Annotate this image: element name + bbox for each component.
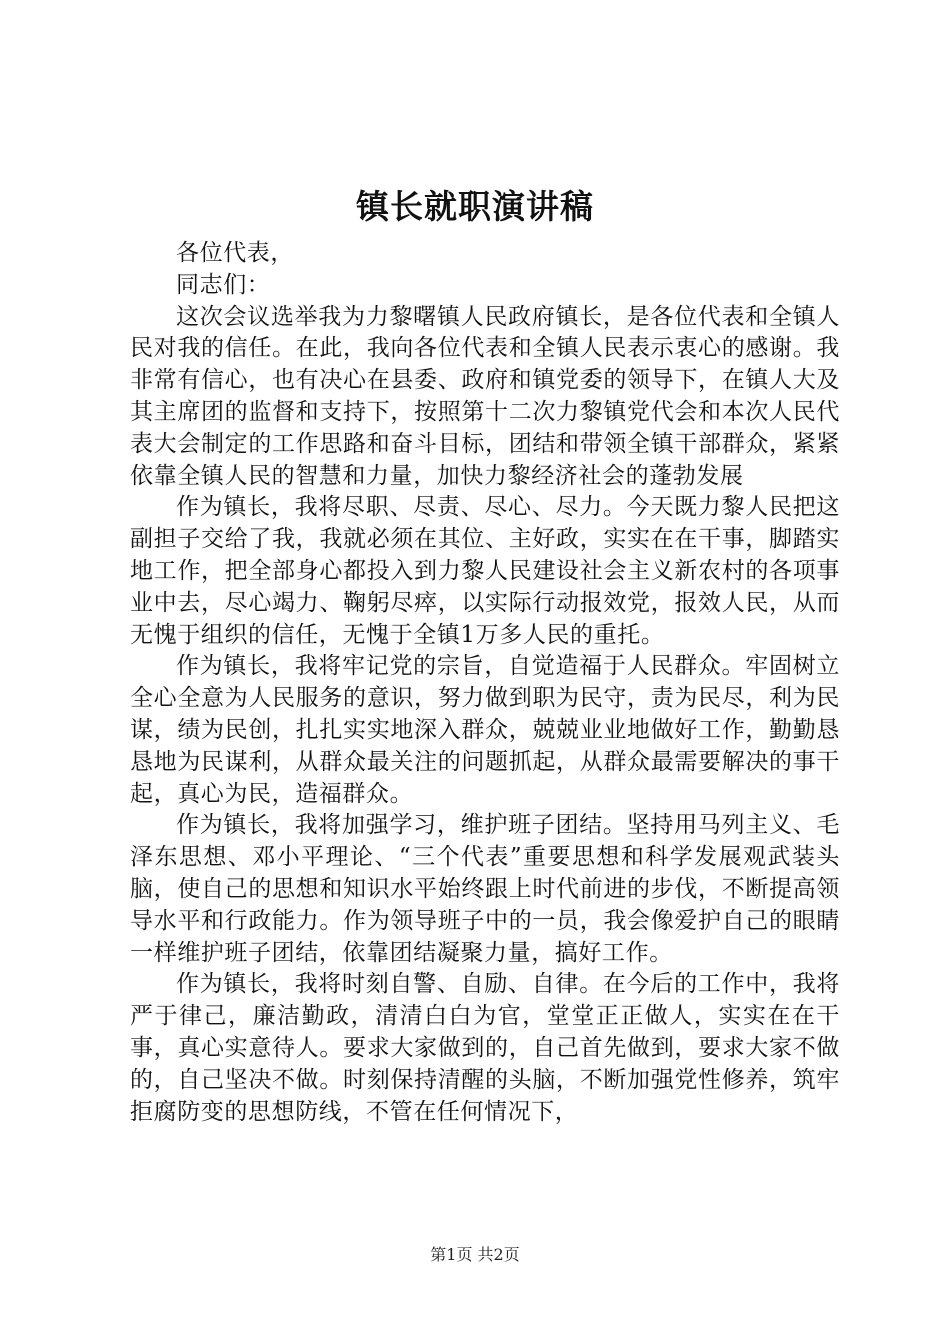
salutation-line: 各位代表， bbox=[176, 240, 294, 266]
body-paragraph: 作为镇长，我将加强学习，维护班子团结。坚持用马列主义、毛泽东思想、邓小平理论、“三个代表”重要思想和科学发展观武装头脑，使自己的思想和知识水平始终跟上时代前进的步伐，不断提高领导水平和行政能力。作为领导班子中的一员，我会像爱护自己的眼睛一样维护班子团结，依靠团结凝聚力量，搞好工作。 bbox=[130, 812, 840, 966]
body-paragraph: 作为镇长，我将牢记党的宗旨，自觉造福于人民群众。牢固树立全心全意为人民服务的意识，努力做到职为民守，责为民尽，利为民谋，绩为民创，扎扎实实地深入群众，兢兢业业地做好工作，勤勤恳恳地为民谋利，从群众最关注的问题抓起，从群众最需要解决的事干起，真心为民，造福群众。 bbox=[130, 653, 840, 807]
document-body bbox=[130, 238, 840, 1128]
body-paragraph: 作为镇长，我将时刻自警、自励、自律。在今后的工作中，我将严于律己，廉洁勤政，清清白白为官，堂堂正正做人，实实在在干事，真心实意待人。要求大家做到的，自己首先做到，要求大家不做的，自己坚决不做。时刻保持清醒的头脑，不断加强党性修养，筑牢拒腐防变的思想防线，不管在任何情况下， bbox=[130, 971, 840, 1125]
document-title: 镇长就职演讲稿 bbox=[356, 187, 594, 226]
page-number-footer: 第1页 共2页 bbox=[430, 1245, 520, 1264]
body-paragraph: 这次会议选举我为力黎曙镇人民政府镇长，是各位代表和全镇人民对我的信任。在此，我向各位代表和全镇人民表示衷心的感谢。我非常有信心，也有决心在县委、政府和镇党委的领导下，在镇人大及其主席团的监督和支持下，按照第十二次力黎镇党代会和本次人民代表大会制定的工作思路和奋斗目标，团结和带领全镇干部群众，紧紧依靠全镇人民的智慧和力量，加快力黎经济社会的蓬勃发展 bbox=[130, 303, 840, 489]
body-paragraph: 作为镇长，我将尽职、尽责、尽心、尽力。今天既力黎人民把这副担子交给了我，我就必须在其位、主好政，实实在在干事，脚踏实地工作，把全部身心都投入到力黎人民建设社会主义新农村的各项事业中去，尽心竭力、鞠躬尽瘁，以实际行动报效党，报效人民，从而无愧于组织的信任，无愧于全镇1万多人民的重托。 bbox=[130, 494, 840, 648]
salutation-line: 同志们： bbox=[176, 271, 271, 298]
